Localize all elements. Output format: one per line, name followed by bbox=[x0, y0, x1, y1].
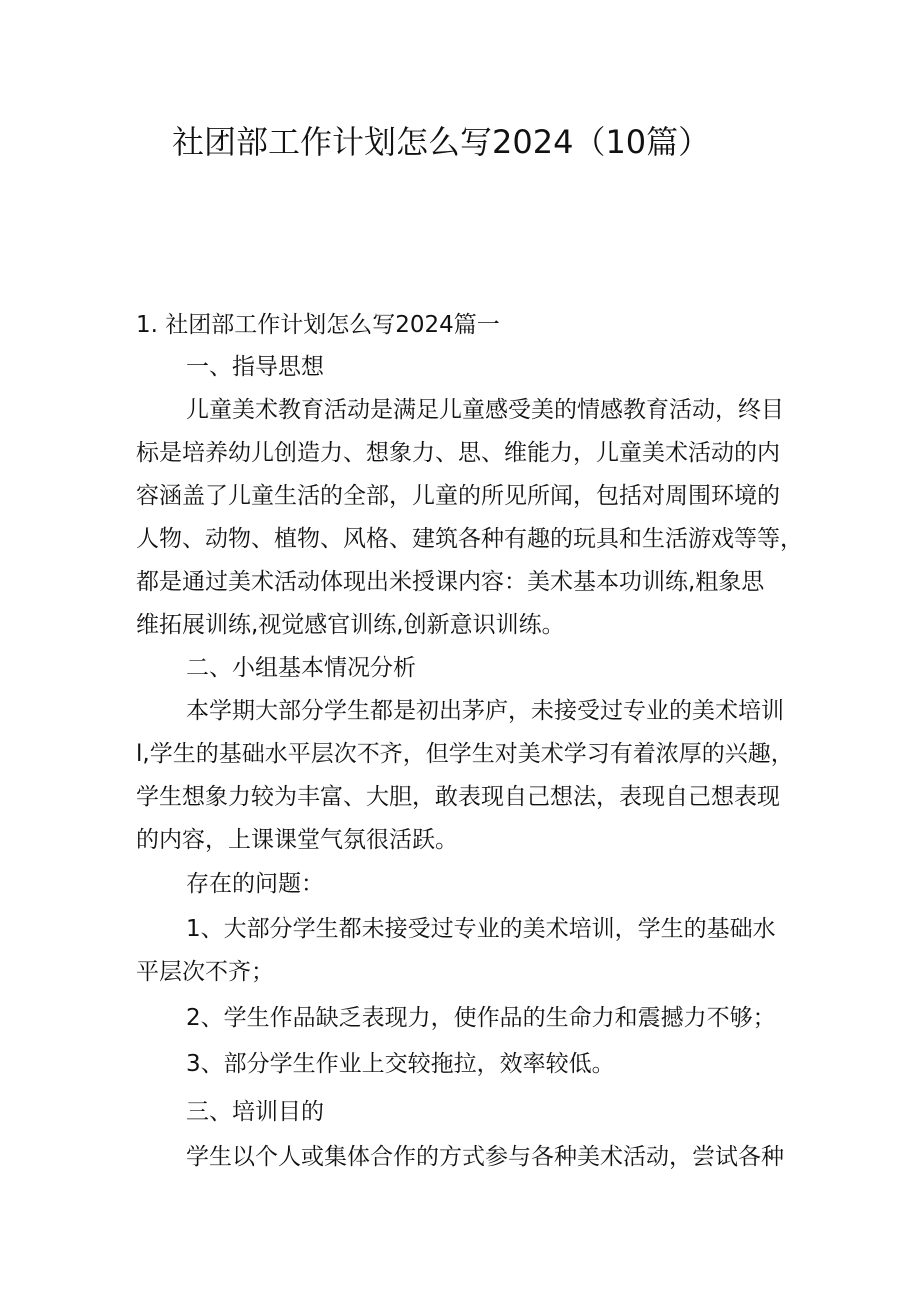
document-title: 社团部工作计划怎么写2024（10篇） bbox=[172, 123, 711, 161]
paragraph-line: 容涵盖了儿童生活的全部，儿童的所见所闻，包括对周围环境的 bbox=[136, 483, 780, 509]
section-heading: 1. 社团部工作计划怎么写2024篇一 bbox=[136, 312, 500, 338]
problem-item-1: 1、大部分学生都未接受过专业的美术培训，学生的基础水 bbox=[186, 916, 776, 942]
paragraph-line: 学生以个人或集体合作的方式参与各种美术活动，尝试各种 bbox=[186, 1144, 784, 1170]
paragraph-line: 儿童美术教育活动是满足儿童感受美的情感教育活动，终目 bbox=[186, 397, 784, 423]
paragraph-line: 平层次不齐； bbox=[136, 959, 274, 985]
paragraph-line: 标是培养幼儿创造力、想象力、思、维能力，儿童美术活动的内 bbox=[136, 440, 780, 466]
problem-item-3: 3、部分学生作业上交较拖拉，效率较低。 bbox=[186, 1051, 615, 1077]
paragraph-line: 学生想象力较为丰富、大胆，敢表现自己想法，表现自己想表现 bbox=[136, 784, 780, 810]
heading-group-analysis: 二、小组基本情况分析 bbox=[186, 655, 416, 681]
paragraph-line: l,学生的基础水平层次不齐，但学生对美术学习有着浓厚的兴趣， bbox=[136, 741, 794, 767]
paragraph-line: 维拓展训练,视觉感官训练,创新意识训练。 bbox=[136, 612, 565, 638]
heading-existing-problems: 存在的问题： bbox=[186, 871, 324, 897]
paragraph-line: 本学期大部分学生都是初出茅庐，未接受过专业的美术培训 bbox=[186, 698, 784, 724]
heading-guiding-ideology: 一、指导思想 bbox=[186, 354, 324, 380]
paragraph-line: 都是通过美术活动体现出米授课内容：美术基本功训练,粗象思 bbox=[136, 569, 765, 595]
paragraph-line: 的内容，上课课堂气氛很活跃。 bbox=[136, 827, 458, 853]
paragraph-line: 人物、动物、植物、风格、建筑各种有趣的玩具和生活游戏等等， bbox=[136, 526, 803, 552]
problem-item-2: 2、学生作品缺乏表现力，使作品的生命力和震撼力不够； bbox=[186, 1005, 776, 1031]
heading-training-purpose: 三、培训目的 bbox=[186, 1099, 324, 1125]
